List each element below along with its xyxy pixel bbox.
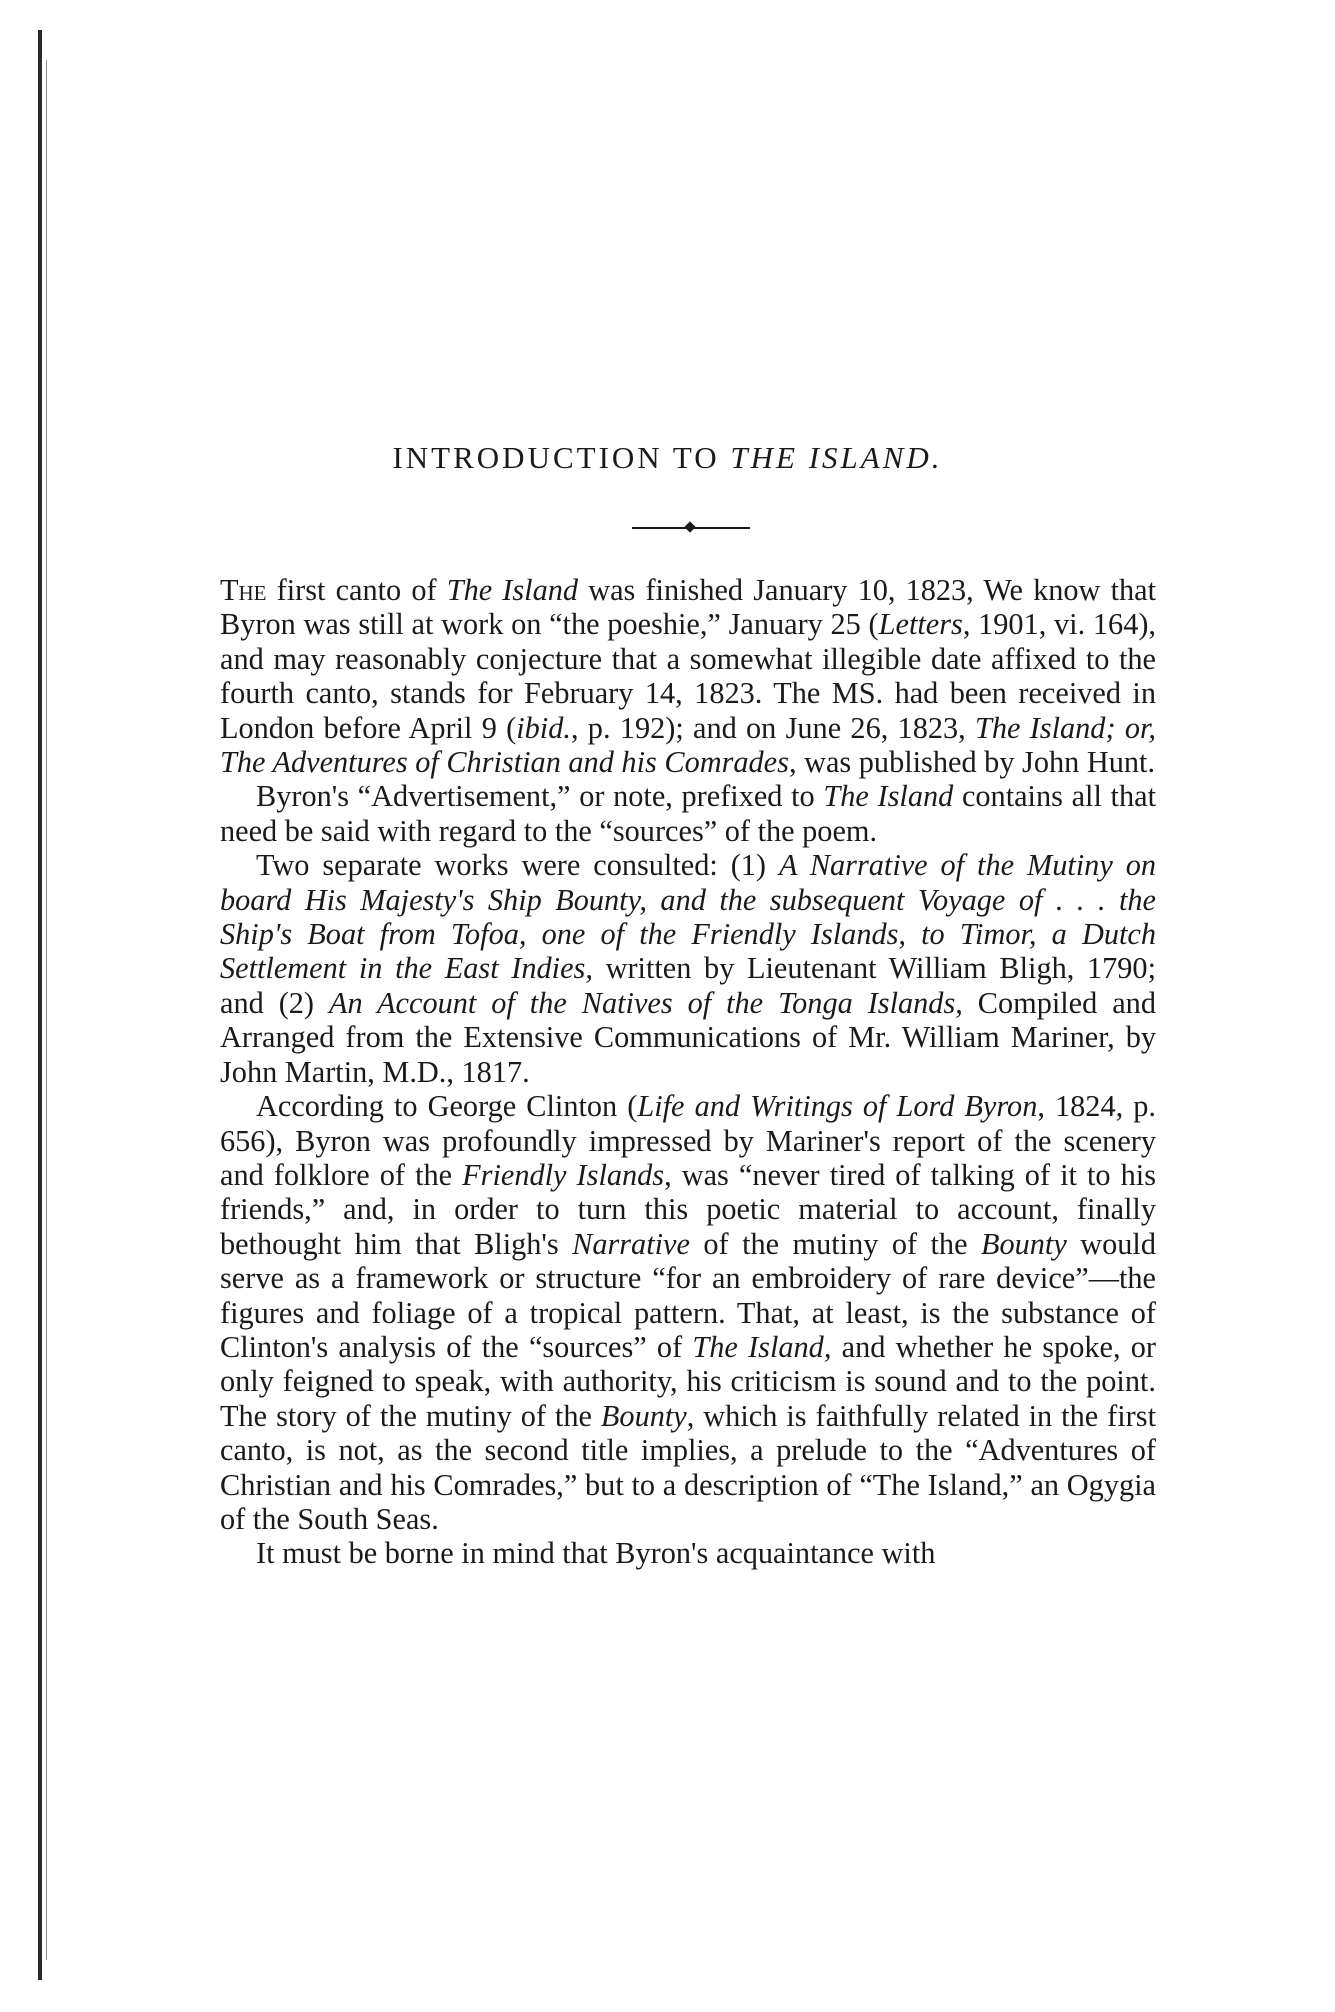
- title-prefix: INTRODUCTION TO: [392, 440, 731, 475]
- text-run: written by Lieutenant William Bligh, 1790; and (2): [220, 951, 1156, 1020]
- italic-text: A Narrative of the Mutiny on board His Majesty's Ship Bounty, and the subsequent Voyage of . . . the Ship's Boat from Tofoa, one of the Friendly Islands, to Timor, a Dutch Settlement in the East Indies,: [220, 848, 1156, 986]
- text-run: Byron's “Advertisement,” or note, prefixed to: [256, 779, 824, 814]
- italic-text: ibid.: [516, 710, 571, 745]
- body-text: [220, 573, 1156, 1571]
- ornament-diamond: [684, 521, 695, 532]
- italic-text: The Island: [446, 573, 579, 607]
- text-run: Two separate works were consulted: (1): [256, 848, 779, 883]
- text-run: Compiled and Arranged from the Extensive Communications of Mr. William Mariner, by John Martin, M.D., 1817.: [220, 985, 1156, 1089]
- title-italic: THE ISLAND.: [730, 440, 943, 475]
- text-run: According to George Clinton (: [256, 1089, 638, 1124]
- text-run: and whether he spoke, or only feigned to speak, with authority, his criticism is sound and to the point. The story of the mutiny of the: [220, 1329, 1156, 1433]
- smallcaps-text: The: [220, 573, 267, 607]
- text-run: It must be borne in mind that Byron's acquaintance with: [256, 1536, 936, 1571]
- paragraph: [220, 573, 1156, 779]
- page-binding-edge: [38, 30, 42, 1980]
- italic-text: The Island,: [692, 1329, 832, 1364]
- text-run: , p. 192); and on June 26, 1823,: [570, 710, 975, 745]
- text-run: , 1824, p. 656), Byron was profoundly impressed by Mariner's report of the scenery and folklore of the: [220, 1089, 1156, 1192]
- italic-text: Bounty: [600, 1398, 687, 1433]
- italic-text: Bounty: [980, 1226, 1067, 1261]
- italic-text: The Island: [823, 779, 954, 814]
- paragraph: [220, 1089, 1156, 1536]
- text-run: , which is faithfully related in the first canto, is not, as the second title implies, a prelude to the “Adventures of Christian and his Comrades,” but to a description of “The Island,” an Ogygia of the South Seas.: [220, 1398, 1156, 1536]
- title-ornament: [632, 523, 750, 533]
- italic-text: An Account of the Natives of the Tonga Islands,: [328, 985, 963, 1020]
- text-run: would serve as a framework or structure “for an embroidery of rare device”—the figures and foliage of a tropical pattern. That, at least, is the substance of Clinton's analysis of the “sources” of: [220, 1226, 1156, 1364]
- italic-text: Friendly Islands: [462, 1157, 665, 1192]
- text-run: , 1901, vi. 164), and may reasonably conjecture that a somewhat illegible date affixed to the fourth canto, stands for February 14, 1823. The MS. had been received in London before April 9 (: [220, 607, 1156, 745]
- paragraph: [220, 779, 1156, 848]
- italic-text: Life and Writings of Lord Byron: [637, 1089, 1038, 1124]
- text-run: contains all that need be said with regard to the “sources” of the poem.: [220, 779, 1156, 848]
- text-run: , was “never tired of talking of it to his friends,” and, in order to turn this poetic material to account, finally bethought him that Bligh's: [220, 1157, 1156, 1261]
- paragraph: [220, 1536, 1156, 1570]
- italic-text: The Island; or, The Adventures of Christian and his Comrades: [220, 710, 1156, 780]
- text-run: , was published by John Hunt.: [788, 745, 1156, 780]
- page-binding-shadow: [46, 60, 47, 1960]
- text-run: first canto of: [266, 573, 447, 607]
- text-run: of the mutiny of the: [689, 1226, 981, 1261]
- page-title: [0, 440, 1335, 476]
- paragraph: [220, 848, 1156, 1089]
- italic-text: Narrative: [572, 1226, 690, 1261]
- italic-text: Letters: [878, 607, 963, 642]
- text-run: was finished January 10, 1823, We know that Byron was still at work on “the poeshie,” January 25 (: [220, 573, 1157, 642]
